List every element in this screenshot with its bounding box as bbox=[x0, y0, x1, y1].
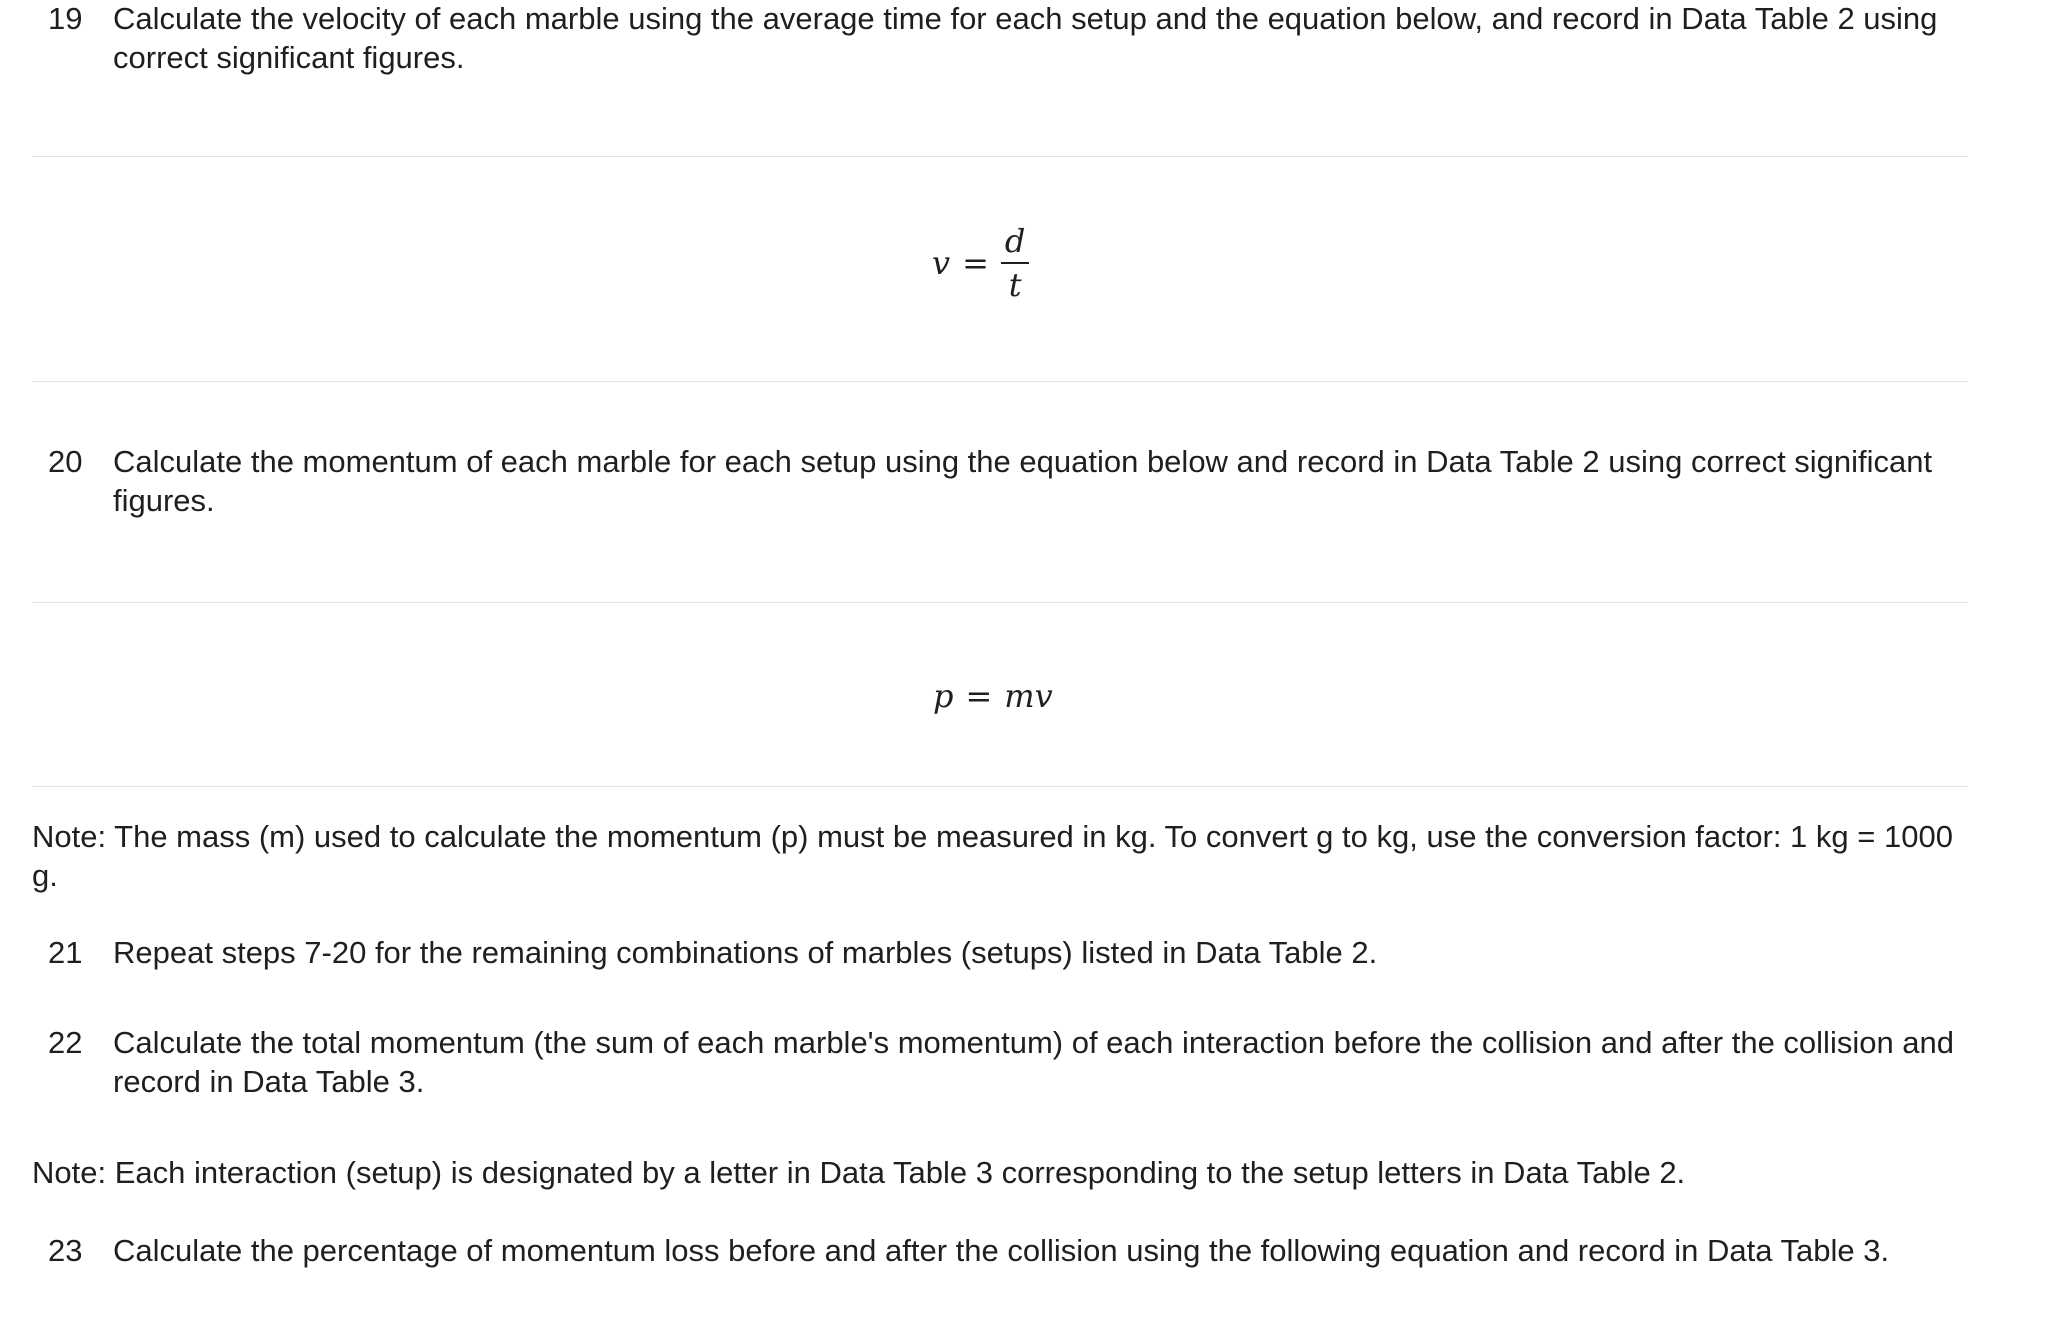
step-22 bbox=[32, 1023, 1968, 1101]
step-number: 20 bbox=[48, 444, 83, 479]
note-interaction-letters: Note: Each interaction (setup) is designated by a letter in Data Table 3 corresponding to the setup letters in Data Table 2. bbox=[32, 1155, 1686, 1190]
fraction-numerator: d bbox=[1004, 222, 1026, 260]
step-text: Calculate the percentage of momentum loss before and after the collision using the following equation and record in Data Table 3. bbox=[113, 1233, 1890, 1268]
step-number: 22 bbox=[48, 1025, 83, 1060]
mass-times-velocity: mv bbox=[1004, 676, 1053, 715]
step-20 bbox=[32, 442, 1968, 520]
divider bbox=[32, 381, 1968, 382]
distance-over-time-fraction bbox=[1001, 222, 1029, 304]
step-23 bbox=[32, 1231, 1968, 1270]
fraction-denominator: t bbox=[1008, 266, 1022, 304]
momentum-equation bbox=[933, 673, 1053, 716]
step-text: Calculate the total momentum (the sum of each marble's momentum) of each interaction before the collision and after the collision and record in Data Table 3. bbox=[113, 1025, 1955, 1099]
step-21 bbox=[32, 933, 1968, 972]
step-number: 19 bbox=[48, 1, 83, 36]
step-text: Calculate the velocity of each marble using the average time for each setup and the equation below, and record in Data Table 2 using correct significant figures. bbox=[113, 1, 1938, 75]
divider bbox=[32, 602, 1968, 603]
velocity-variable: v bbox=[932, 244, 951, 282]
equals-sign: = bbox=[965, 676, 993, 715]
momentum-variable: p bbox=[933, 676, 954, 715]
fraction-bar bbox=[1001, 262, 1029, 264]
step-text: Calculate the momentum of each marble for each setup using the equation below and record in Data Table 2 using correct significant figures. bbox=[113, 444, 1933, 518]
step-text: Repeat steps 7-20 for the remaining combinations of marbles (setups) listed in Data Table 2. bbox=[113, 935, 1378, 970]
equals-sign: = bbox=[962, 244, 989, 282]
note-mass-units: Note: The mass (m) used to calculate the momentum (p) must be measured in kg. To convert g to kg, use the conversion factor: 1 kg = 1000 g. bbox=[32, 819, 1953, 893]
step-number: 21 bbox=[48, 935, 83, 970]
step-number: 23 bbox=[48, 1233, 83, 1268]
step-19 bbox=[32, 0, 1968, 77]
divider bbox=[32, 786, 1968, 787]
velocity-equation bbox=[932, 222, 1029, 304]
divider bbox=[32, 156, 1968, 157]
